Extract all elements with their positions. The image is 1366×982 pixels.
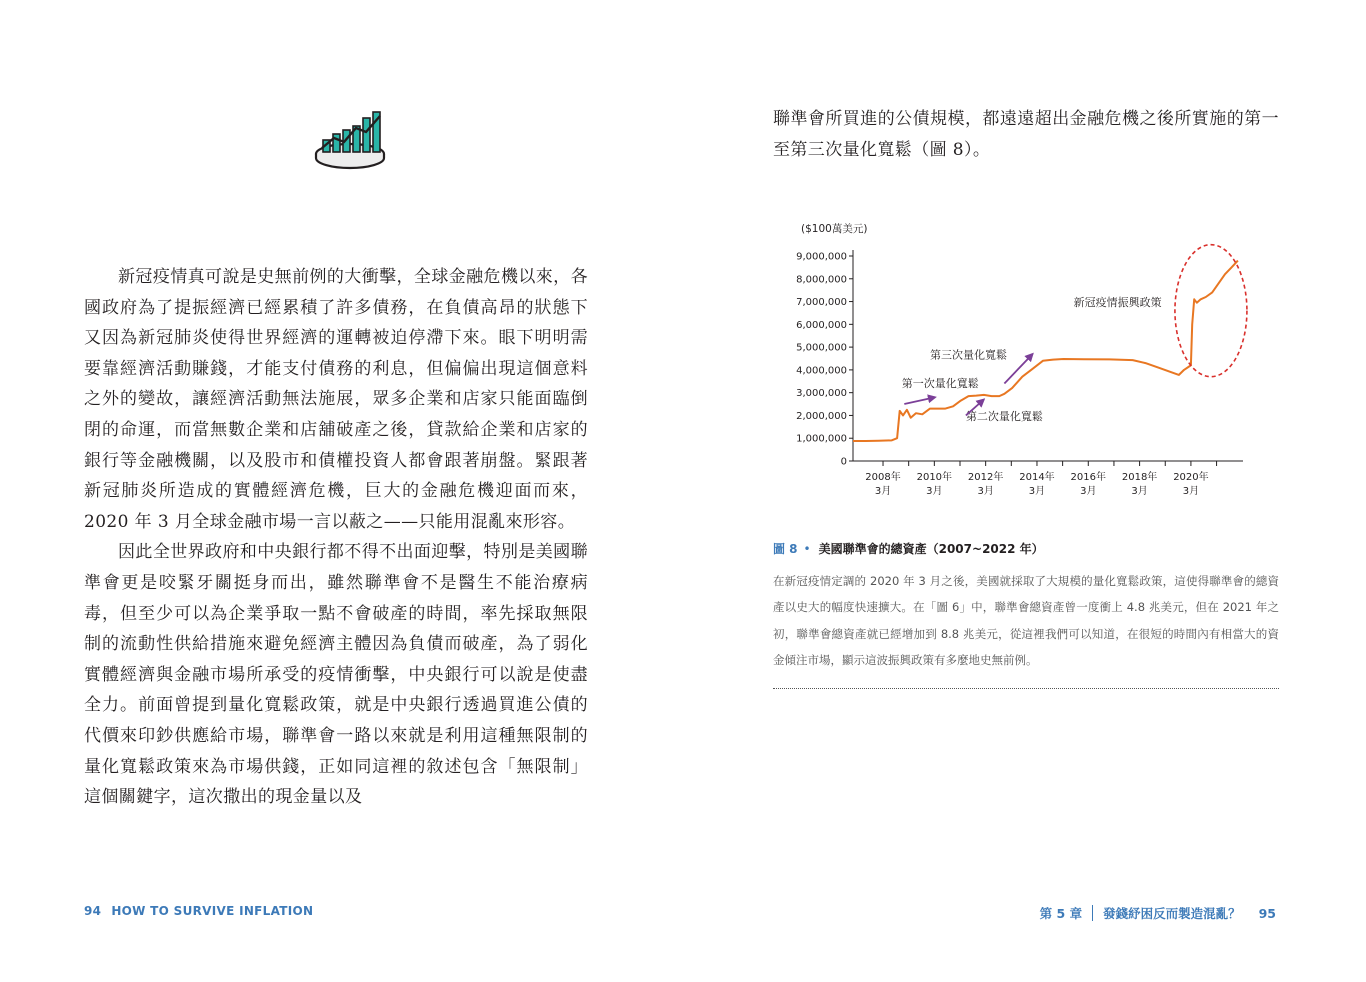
y-tick-label: 8,000,000 xyxy=(796,274,847,286)
highlight-ellipse xyxy=(1175,245,1247,377)
y-tick-label: 0 xyxy=(840,456,847,468)
fed-assets-chart xyxy=(773,218,1293,508)
x-tick-label-year: 2014年 xyxy=(1019,472,1055,483)
figure-title-text: 美國聯準會的總資產（2007~2022 年） xyxy=(818,542,1044,556)
figure-caption xyxy=(773,568,1279,674)
x-tick-label-month: 3月 xyxy=(1182,486,1200,497)
footer-right xyxy=(1040,904,1276,922)
running-title: HOW TO SURVIVE INFLATION xyxy=(111,904,314,918)
dotted-divider xyxy=(773,688,1279,689)
y-tick-label: 4,000,000 xyxy=(796,365,847,377)
intro-text xyxy=(773,104,1279,165)
x-tick-label-year: 2016年 xyxy=(1070,472,1107,483)
chapter-number: 第 5 章 xyxy=(1039,906,1083,921)
x-tick-label-year: 2008年 xyxy=(865,472,901,483)
y-tick-label: 3,000,000 xyxy=(796,388,847,400)
annotation-label: 新冠疫情振興政策 xyxy=(1073,296,1162,310)
page-number: 95 xyxy=(1258,905,1276,921)
x-tick-label-month: 3月 xyxy=(1028,486,1046,497)
footer-separator xyxy=(1092,905,1093,921)
x-tick-label-year: 2018年 xyxy=(1121,472,1158,483)
annotation-label: 第一次量化寬鬆 xyxy=(901,376,979,390)
x-tick-label-month: 3月 xyxy=(1080,486,1097,497)
paragraph: 新冠疫情真可說是史無前例的大衝擊，全球金融危機以來，各國政府為了提振經濟已經累積了許多債務，在負債高昂的狀態下又因為新冠肺炎使得世界經濟的運轉被迫停滯下來。眼下明明需要靠經濟活動賺錢，才能支付債務的利息，但偏偏出現這個意料之外的變故，讓經濟活動無法施展，眾多企業和店家只能面臨倒閉的命運，而當無數企業和店舖破產之後，貸款給企業和店家的銀行等金融機關，以及股市和債權投資人都會跟著崩盤。緊跟著新冠肺炎所造成的實體經濟危機，巨大的金融危機迎面而來，2020 年 3 月全球金融市場一言以蔽之——只能用混亂來形容。 xyxy=(84,267,588,532)
x-tick-label-year: 2012年 xyxy=(967,472,1004,483)
body-text xyxy=(84,262,588,813)
x-tick-label-month: 3月 xyxy=(1131,486,1148,497)
y-tick-label: 2,000,000 xyxy=(796,410,847,422)
x-tick-label-month: 3月 xyxy=(926,486,943,497)
footer-left xyxy=(84,904,313,918)
chapter-title: 發錢紓困反而製造混亂？ xyxy=(1103,906,1241,921)
figure-title xyxy=(773,540,1044,557)
y-tick-label: 7,000,000 xyxy=(796,297,847,309)
paragraph: 聯準會所買進的公債規模，都遠遠超出金融危機之後所實施的第一至第三次量化寬鬆（圖 8）。 xyxy=(773,109,1279,160)
y-tick-label: 5,000,000 xyxy=(796,342,847,354)
y-tick-label: 1,000,000 xyxy=(796,433,847,445)
annotation-label: 第三次量化寬鬆 xyxy=(929,348,1007,362)
y-unit-label: ($100萬美元) xyxy=(801,223,868,235)
series-line xyxy=(853,261,1238,441)
figure-bullet: • xyxy=(803,542,811,556)
right-page xyxy=(683,0,1366,982)
caption-paragraph: 在新冠疫情定調的 2020 年 3 月之後，美國就採取了大規模的量化寬鬆政策，這使得聯準會的總資產以史大的幅度快速擴大。在「圖 6」中，聯準會總資產曾一度衝上 4.8 兆美元，但在 2021 年之初，聯準會總資產就已經增加到 8.8 兆美元，從這裡我們可以知道，在很短的時間內有相當大的資金傾注市場，顯示這波振興政策有多麼地史無前例。 xyxy=(773,574,1279,668)
paragraph: 因此全世界政府和中央銀行都不得不出面迎擊，特別是美國聯準會更是咬緊牙關挺身而出，雖然聯準會不是醫生不能治療病毒，但至少可以為企業爭取一點不會破產的時間，率先採取無限制的流動性供給措施來避免經濟主體因為負債而破產，為了弱化實體經濟與金融市場所承受的疫情衝擊，中央銀行可以說是使盡全力。前面曾提到量化寬鬆政策，就是中央銀行透過買進公債的代價來印鈔供應給市場，聯準會一路以來就是利用這種無限制的量化寬鬆政策來為市場供錢，正如同這裡的敘述包含「無限制」這個關鍵字，這次撒出的現金量以及 xyxy=(84,542,588,808)
page-number: 94 xyxy=(84,904,102,918)
x-tick-label-month: 3月 xyxy=(874,486,892,497)
annotation-arrow xyxy=(904,397,935,404)
figure-number: 圖 8 xyxy=(773,542,798,556)
y-tick-label: 6,000,000 xyxy=(796,319,847,331)
chart-growth-icon xyxy=(310,108,390,172)
annotation-arrow xyxy=(1004,354,1032,384)
chart-svg xyxy=(773,218,1293,508)
annotation-label: 第二次量化寬鬆 xyxy=(965,410,1043,423)
x-tick-label-year: 2010年 xyxy=(916,472,953,483)
x-tick-label-month: 3月 xyxy=(977,486,994,497)
x-tick-label-year: 2020年 xyxy=(1173,472,1209,483)
y-tick-label: 9,000,000 xyxy=(796,251,847,263)
